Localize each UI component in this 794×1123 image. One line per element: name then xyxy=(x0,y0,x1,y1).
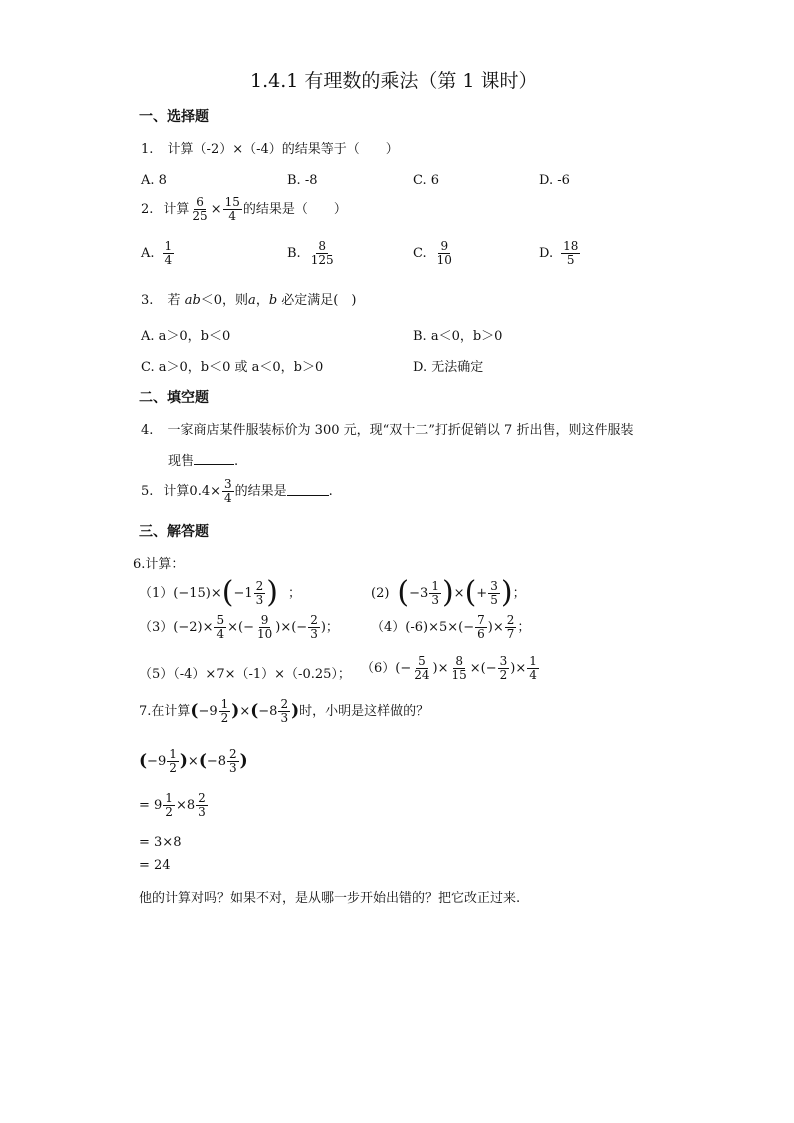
q1-option-d: D. -6 xyxy=(539,173,570,188)
question-6-label: 6.计算： xyxy=(133,557,185,572)
left-paren: ( xyxy=(464,575,477,610)
q6-part-6: （6） (− $\frac{5}{24}$ )× $\frac{8}{15}$ ×(− $\frac{3}{2}$ )× $\frac{1}{4}$ xyxy=(361,654,537,682)
right-paren: ) xyxy=(179,750,188,771)
left-paren: ( xyxy=(139,750,148,771)
fraction: $\frac{3}{4}$ xyxy=(224,477,232,505)
question-number: 5. xyxy=(141,483,154,499)
times-sign: × xyxy=(210,201,222,217)
question-2 xyxy=(141,196,347,222)
fraction: $\frac{9}{10}$ xyxy=(256,613,273,641)
fraction: $\frac{2}{3}$ xyxy=(229,747,237,775)
question-number: 4. xyxy=(141,423,154,438)
fraction: $\frac{15}{4}$ xyxy=(224,195,240,223)
q2-option-a: A. $\frac{1}{4}$ xyxy=(141,239,173,267)
question-number: 2. xyxy=(141,201,154,217)
fraction: $\frac{2}{3}$ xyxy=(310,613,318,641)
fraction: $\frac{9}{10}$ xyxy=(436,239,452,267)
fraction: $\frac{5}{4}$ xyxy=(216,613,225,641)
q6-part-5: （5）（-4）×7×（-1）×（-0.25）； xyxy=(139,667,351,682)
q6-part-4: （4） (-6)×5×(− $\frac{7}{6}$ )× $\frac{2}{7}$ ； xyxy=(371,613,531,641)
q6-part-3: （3） (−2)× $\frac{5}{4}$ ×(− $\frac{9}{10}$ )×(− $\frac{2}{3}$ )； xyxy=(139,613,339,641)
right-paren: ) xyxy=(266,575,279,610)
q2-option-c: C. $\frac{9}{10}$ xyxy=(413,239,452,267)
question-text: 的结果是（ ） xyxy=(242,201,347,217)
fraction: $\frac{1}{2}$ xyxy=(165,791,173,819)
question-text: 一家商店某件服装标价为 300 元，现“双十二”打折促销以 7 折出售，则这件服装 xyxy=(167,423,634,438)
fraction: $\frac{6}{25}$ xyxy=(192,195,208,223)
fraction: $\frac{3}{2}$ xyxy=(499,654,508,682)
fraction: $\frac{18}{5}$ xyxy=(563,239,579,267)
section-heading-choice: 一、选择题 xyxy=(139,109,209,125)
answer-blank[interactable] xyxy=(287,495,329,496)
solution-step-2: = 9 $\frac{1}{2}$ ×8 $\frac{2}{3}$ xyxy=(139,791,206,819)
answer-blank[interactable] xyxy=(194,464,234,465)
question-4 xyxy=(141,424,633,437)
q2-option-b: B. $\frac{8}{125}$ xyxy=(287,239,334,267)
left-paren: ( xyxy=(221,575,234,610)
question-5: 5. 计算 0.4× $\frac{3}{4}$ 的结果是 . xyxy=(141,477,333,505)
fraction: $\frac{3}{5}$ xyxy=(490,578,498,607)
left-paren: ( xyxy=(250,700,259,721)
page-title: 1.4.1 有理数的乘法（第 1 课时） xyxy=(250,70,538,92)
question-number: 1. xyxy=(141,142,154,157)
fraction: $\frac{1}{4}$ xyxy=(529,654,537,682)
fraction: $\frac{1}{3}$ xyxy=(431,578,439,607)
fraction: $\frac{1}{4}$ xyxy=(164,239,173,267)
fraction: $\frac{2}{3}$ xyxy=(255,578,264,607)
fraction: $\frac{1}{2}$ xyxy=(220,697,229,725)
q3-option-c: C. a＞0，b＜0 或 a＜0，b＞0 xyxy=(141,360,324,375)
question-3: 3. 若 ab＜0，则a，b 必定满足( ) xyxy=(141,293,357,308)
fraction: $\frac{1}{2}$ xyxy=(169,747,177,775)
question-text: 计算 xyxy=(163,201,190,217)
question-7: 7.在计算 ( −9 $\frac{1}{2}$ ) × ( −8 $\frac{2}{3}$ ) 时，小明是这样做的？ xyxy=(139,697,430,725)
right-paren: ) xyxy=(291,700,300,721)
solution-step-3: = 3×8 xyxy=(139,835,182,850)
q6-part-1: （1） (−15)× ( −1 $\frac{2}{3}$ ) ； xyxy=(139,575,302,610)
fraction: $\frac{8}{125}$ xyxy=(310,239,334,267)
q3-option-b: B. a＜0，b＞0 xyxy=(413,329,503,344)
right-paren: ) xyxy=(239,750,248,771)
q2-option-d: D. $\frac{18}{5}$ xyxy=(539,239,579,267)
q6-part-2: (2) ( −3 $\frac{1}{3}$ ) × ( + $\frac{3}{5}$ ) ； xyxy=(371,575,526,610)
question-7-prompt: 他的计算对吗？如果不对，是从哪一步开始出错的？把它改正过来. xyxy=(139,891,521,906)
left-paren: ( xyxy=(397,575,410,610)
fraction: $\frac{2}{3}$ xyxy=(280,697,289,725)
fraction: $\frac{2}{3}$ xyxy=(198,791,206,819)
fraction: $\frac{7}{6}$ xyxy=(477,613,485,641)
section-heading-solve: 三、解答题 xyxy=(139,524,209,540)
q1-option-b: B. -8 xyxy=(287,173,318,188)
q3-option-a: A. a＞0，b＜0 xyxy=(141,329,231,344)
solution-step-1: ( −9 $\frac{1}{2}$ ) × ( −8 $\frac{2}{3}$ ) xyxy=(139,747,248,775)
right-paren: ) xyxy=(231,700,240,721)
question-1 xyxy=(141,143,399,156)
solution-step-4: = 24 xyxy=(139,858,171,873)
question-4-line-2: 现售 . xyxy=(168,454,239,469)
fraction: $\frac{8}{15}$ xyxy=(451,654,467,682)
question-stem: 计算（-2）×（-4）的结果等于（ ） xyxy=(167,142,399,157)
q1-option-c: C. 6 xyxy=(413,173,440,188)
q1-option-a: A. 8 xyxy=(141,173,167,188)
q3-option-d: D. 无法确定 xyxy=(413,360,484,375)
left-paren: ( xyxy=(190,700,199,721)
right-paren: ) xyxy=(441,575,454,610)
question-number: 3. xyxy=(141,293,154,308)
fraction: $\frac{2}{7}$ xyxy=(506,613,515,641)
fraction: $\frac{5}{24}$ xyxy=(414,654,430,682)
right-paren: ) xyxy=(500,575,513,610)
left-paren: ( xyxy=(198,750,207,771)
section-heading-fill: 二、填空题 xyxy=(139,390,209,406)
